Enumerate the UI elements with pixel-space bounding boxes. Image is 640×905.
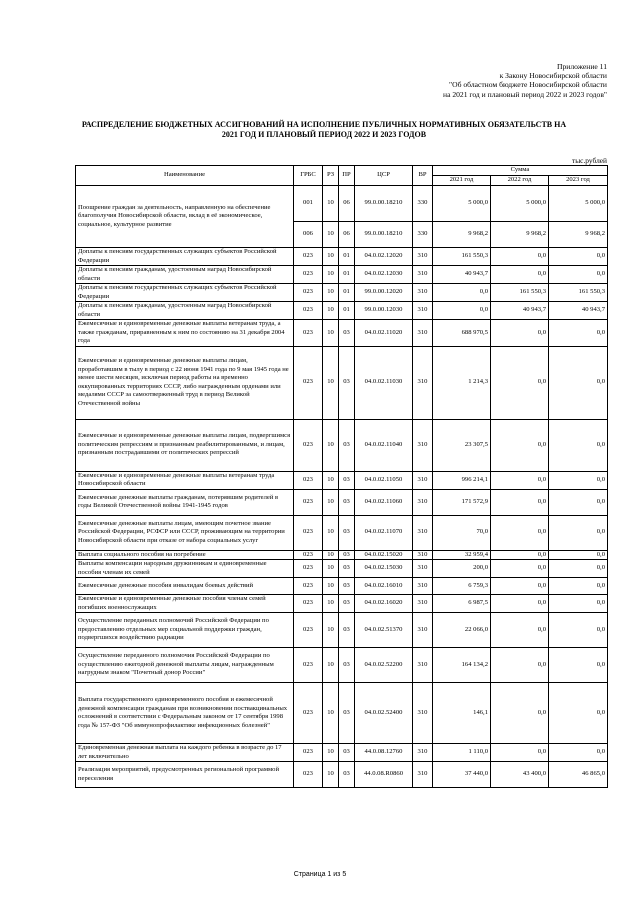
table-cell-csr: 04.0.02.11060: [355, 489, 413, 515]
table-cell-rz: 10: [323, 346, 339, 419]
table-cell-pr: 03: [339, 515, 355, 550]
table-cell-2021: 0,0: [433, 284, 491, 302]
table-row: [76, 346, 608, 419]
table-cell-pr: 03: [339, 744, 355, 762]
table-cell-pr: 03: [339, 419, 355, 471]
table-cell-csr: 04.0.02.16010: [355, 578, 413, 595]
table-cell-name: Выплаты компенсации народным дружинникам и единовременные пособия членам их семей: [76, 560, 294, 578]
table-cell-rz: 10: [323, 578, 339, 595]
table-cell-vr: 310: [413, 595, 433, 613]
header-2022: 2022 год: [491, 176, 549, 186]
table-cell-csr: 44.0.08.R0860: [355, 762, 413, 788]
table-cell-2023: 0,0: [549, 419, 608, 471]
table-cell-grbs: 023: [294, 471, 323, 489]
table-cell-pr: 03: [339, 560, 355, 578]
table-cell-2021: 0,0: [433, 302, 491, 320]
table-row: [76, 744, 608, 762]
table-cell-2021: 37 440,0: [433, 762, 491, 788]
table-cell-2021: 22 066,0: [433, 613, 491, 648]
table-cell-pr: 03: [339, 346, 355, 419]
table-cell-2021: 23 307,5: [433, 419, 491, 471]
table-cell-vr: 330: [413, 222, 433, 248]
table-cell-2023: 0,0: [549, 248, 608, 266]
table-cell-pr: 01: [339, 248, 355, 266]
table-cell-name: Доплаты к пенсиям гражданам, удостоенным наград Новосибирской области: [76, 266, 294, 284]
table-cell-grbs: 023: [294, 648, 323, 683]
table-cell-rz: 10: [323, 302, 339, 320]
table-cell-2021: 70,0: [433, 515, 491, 550]
table-cell-2021: 200,0: [433, 560, 491, 578]
table-row: [76, 648, 608, 683]
table-cell-2021: 161 550,3: [433, 248, 491, 266]
table-cell-2022: 0,0: [491, 419, 549, 471]
table-cell-2021: 6 987,5: [433, 595, 491, 613]
table-cell-grbs: 023: [294, 419, 323, 471]
table-cell-2023: 5 000,0: [549, 186, 608, 222]
table-cell-name: Ежемесячные денежные выплаты гражданам, потерявшим родителей в годы Великой Отечественной войны 1941-1945 годов: [76, 489, 294, 515]
table-row: [76, 471, 608, 489]
title-line: РАСПРЕДЕЛЕНИЕ БЮДЖЕТНЫХ АССИГНОВАНИЙ НА ИСПОЛНЕНИЕ ПУБЛИЧНЫХ НОРМАТИВНЫХ ОБЯЗАТЕЛЬСТВ НА: [81, 120, 567, 129]
table-cell-vr: 310: [413, 346, 433, 419]
table-cell-csr: 99.0.00.12020: [355, 284, 413, 302]
table-cell-rz: 10: [323, 186, 339, 222]
table-cell-rz: 10: [323, 222, 339, 248]
table-cell-csr: 04.0.02.15020: [355, 550, 413, 560]
table-cell-grbs: 023: [294, 744, 323, 762]
table-cell-2021: 40 943,7: [433, 266, 491, 284]
table-cell-2022: 0,0: [491, 578, 549, 595]
table-row: [76, 248, 608, 266]
table-row: [76, 515, 608, 550]
table-cell-vr: 310: [413, 550, 433, 560]
table-body: [76, 186, 608, 788]
table-cell-csr: 04.0.02.16020: [355, 595, 413, 613]
table-cell-pr: 03: [339, 471, 355, 489]
table-cell-vr: 310: [413, 471, 433, 489]
header-rz: РЗ: [323, 166, 339, 186]
table-cell-name: Ежемесячные денежные пособия инвалидам боевых действий: [76, 578, 294, 595]
table-cell-vr: 310: [413, 762, 433, 788]
table-cell-csr: 04.0.02.15030: [355, 560, 413, 578]
table-cell-pr: 06: [339, 186, 355, 222]
table-cell-vr: 310: [413, 489, 433, 515]
table-cell-2021: 5 000,0: [433, 186, 491, 222]
table-cell-grbs: 023: [294, 320, 323, 347]
table-cell-grbs: 023: [294, 284, 323, 302]
header-sum: Сумма: [433, 166, 608, 176]
table-cell-rz: 10: [323, 550, 339, 560]
table-cell-2022: 161 550,3: [491, 284, 549, 302]
header-2023: 2023 год: [549, 176, 608, 186]
table-cell-2023: 0,0: [549, 613, 608, 648]
table-cell-vr: 310: [413, 320, 433, 347]
table-cell-2023: 9 968,2: [549, 222, 608, 248]
document-title: [60, 120, 588, 140]
table-cell-2023: 0,0: [549, 489, 608, 515]
table-cell-2021: 688 970,5: [433, 320, 491, 347]
table-row: [76, 550, 608, 560]
table-cell-name: Ежемесячные и единовременные денежные выплаты ветеранам труда, а также гражданам, приравненным к ним по состоянию на 31 декабря 2004 года: [76, 320, 294, 347]
table-row: [76, 320, 608, 347]
table-cell-grbs: 023: [294, 302, 323, 320]
table-cell-2023: 0,0: [549, 744, 608, 762]
table-cell-csr: 04.0.02.11030: [355, 346, 413, 419]
table-cell-pr: 03: [339, 683, 355, 744]
table-cell-csr: 04.0.02.12030: [355, 266, 413, 284]
table-cell-csr: 04.0.02.11070: [355, 515, 413, 550]
table-cell-pr: 03: [339, 762, 355, 788]
table-cell-name: Реализация мероприятий, предусмотренных региональной программой переселения: [76, 762, 294, 788]
table-cell-grbs: 023: [294, 560, 323, 578]
table-cell-2023: 161 550,3: [549, 284, 608, 302]
table-cell-2023: 0,0: [549, 578, 608, 595]
table-cell-grbs: 023: [294, 550, 323, 560]
table-cell-pr: 01: [339, 266, 355, 284]
table-cell-vr: 310: [413, 302, 433, 320]
table-cell-2023: 0,0: [549, 560, 608, 578]
table-cell-2023: 0,0: [549, 550, 608, 560]
table-cell-2022: 0,0: [491, 595, 549, 613]
table-cell-grbs: 023: [294, 595, 323, 613]
table-cell-2023: 0,0: [549, 683, 608, 744]
table-cell-grbs: 023: [294, 683, 323, 744]
appendix-line: на 2021 год и плановый период 2022 и 2023 годов": [443, 89, 607, 99]
table-cell-grbs: 023: [294, 248, 323, 266]
table-cell-pr: 03: [339, 550, 355, 560]
header-grbs: ГРБС: [294, 166, 323, 186]
table-row: [76, 186, 608, 222]
table-cell-name: Доплаты к пенсиям гражданам, удостоенным наград Новосибирской области: [76, 302, 294, 320]
table-cell-vr: 310: [413, 248, 433, 266]
table-cell-pr: 03: [339, 578, 355, 595]
appendix-line: Приложение 11: [557, 62, 607, 71]
table-cell-csr: 44.0.08.12760: [355, 744, 413, 762]
header-name: Наименование: [76, 166, 294, 186]
table-cell-rz: 10: [323, 560, 339, 578]
table-cell-csr: 04.0.02.52400: [355, 683, 413, 744]
table-cell-name: Осуществление переданного полномочия Российской Федерации по осуществлению ежегодной денежной выплаты лицам, награжденным нагрудным знаком "Почетный донор России": [76, 648, 294, 683]
table-cell-grbs: 001: [294, 186, 323, 222]
table-cell-2021: 1 214,3: [433, 346, 491, 419]
header-csr: ЦСР: [355, 166, 413, 186]
table-cell-csr: 04.0.02.52200: [355, 648, 413, 683]
table-cell-rz: 10: [323, 266, 339, 284]
table-cell-rz: 10: [323, 284, 339, 302]
table-cell-grbs: 023: [294, 578, 323, 595]
table-cell-csr: 04.0.02.11040: [355, 419, 413, 471]
table-cell-2021: 9 968,2: [433, 222, 491, 248]
table-cell-grbs: 006: [294, 222, 323, 248]
table-cell-vr: 310: [413, 648, 433, 683]
table-cell-2023: 0,0: [549, 471, 608, 489]
table-cell-vr: 310: [413, 683, 433, 744]
table-cell-2023: 46 865,0: [549, 762, 608, 788]
table-cell-name: Выплата государственного единовременного пособия и ежемесячной денежной компенсации гражданам при возникновении поствакцинальных осложнений в соответствии с Федеральным законом от 17 сентября 1998 года № 157-ФЗ "Об иммунопрофилактике инфекционных болезней": [76, 683, 294, 744]
title-line: 2021 ГОД И ПЛАНОВЫЙ ПЕРИОД 2022 И 2023 ГОДОВ: [221, 130, 427, 139]
table-cell-2022: 0,0: [491, 266, 549, 284]
table-cell-2023: 0,0: [549, 320, 608, 347]
table-cell-csr: 04.0.02.51370: [355, 613, 413, 648]
table-cell-rz: 10: [323, 419, 339, 471]
table-row: [76, 613, 608, 648]
table-row: [76, 683, 608, 744]
table-cell-name: Ежемесячные и единовременные денежные выплаты лицам, проработавшим в тылу в период с 22 июня 1941 года по 9 мая 1945 года не менее шести месяцев, исключая период работы на временно оккупированных территориях СССР, либо награжденным орденами или медалями СССР за самоотверженный труд в период Великой Отечественной войны: [76, 346, 294, 419]
table-row: [76, 489, 608, 515]
header-2021: 2021 год: [433, 176, 491, 186]
table-cell-2022: 0,0: [491, 683, 549, 744]
table-cell-name: Ежемесячные и единовременные денежные выплаты лицам, подвергшимся политическим репрессиям и признанным реабилитированными, и лицам, признанным пострадавшими от политических репрессий: [76, 419, 294, 471]
table-cell-2022: 0,0: [491, 560, 549, 578]
table-cell-grbs: 023: [294, 266, 323, 284]
table-cell-rz: 10: [323, 471, 339, 489]
table-cell-pr: 03: [339, 489, 355, 515]
table-cell-vr: 310: [413, 578, 433, 595]
table-row: [76, 419, 608, 471]
table-cell-csr: 99.0.00.18210: [355, 222, 413, 248]
budget-table: [75, 165, 608, 788]
table-cell-2022: 43 400,0: [491, 762, 549, 788]
table-cell-vr: 330: [413, 186, 433, 222]
table-cell-2021: 32 959,4: [433, 550, 491, 560]
table-cell-grbs: 023: [294, 515, 323, 550]
table-cell-name: Поощрение граждан за деятельность, направленную на обеспечение благополучия Новосибирской области, вклад в её экономическое, социальное, культурное развитие: [76, 186, 294, 248]
table-cell-rz: 10: [323, 515, 339, 550]
table-cell-2022: 0,0: [491, 744, 549, 762]
table-row: [76, 578, 608, 595]
table-cell-2021: 164 134,2: [433, 648, 491, 683]
table-cell-csr: 99.0.00.18210: [355, 186, 413, 222]
header-vr: ВР: [413, 166, 433, 186]
table-cell-2022: 0,0: [491, 489, 549, 515]
table-cell-vr: 310: [413, 266, 433, 284]
table-cell-2022: 0,0: [491, 550, 549, 560]
table-cell-2022: 0,0: [491, 515, 549, 550]
table-cell-rz: 10: [323, 744, 339, 762]
table-cell-vr: 310: [413, 515, 433, 550]
table-cell-2023: 0,0: [549, 515, 608, 550]
unit-label: тыс.рублей: [571, 156, 607, 165]
table-cell-name: Ежемесячные и единовременные денежные пособия членам семей погибших военнослужащих: [76, 595, 294, 613]
table-cell-vr: 310: [413, 284, 433, 302]
table-cell-rz: 10: [323, 320, 339, 347]
table-cell-name: Ежемесячные денежные выплаты лицам, имеющим почетное звание Российской Федерации, РСФСР или СССР, проживающим на территории Новосибирской области при отказе от набора социальных услуг: [76, 515, 294, 550]
table-cell-2022: 0,0: [491, 346, 549, 419]
table-cell-2023: 0,0: [549, 346, 608, 419]
table-cell-pr: 01: [339, 302, 355, 320]
table-cell-grbs: 023: [294, 762, 323, 788]
table-cell-2022: 0,0: [491, 613, 549, 648]
table-cell-csr: 04.0.02.11020: [355, 320, 413, 347]
table-cell-2022: 40 943,7: [491, 302, 549, 320]
table-cell-grbs: 023: [294, 346, 323, 419]
table-cell-name: Доплаты к пенсиям государственных служащих субъектов Российской Федерации: [76, 248, 294, 266]
table-cell-csr: 99.0.00.12030: [355, 302, 413, 320]
table-cell-csr: 04.0.02.11050: [355, 471, 413, 489]
table-cell-grbs: 023: [294, 613, 323, 648]
table-cell-2021: 996 214,1: [433, 471, 491, 489]
table-cell-2022: 0,0: [491, 648, 549, 683]
table-cell-pr: 03: [339, 595, 355, 613]
table-cell-2021: 1 110,0: [433, 744, 491, 762]
table-row: [76, 302, 608, 320]
table-cell-name: Выплата социального пособия на погребение: [76, 550, 294, 560]
table-cell-name: Ежемесячные и единовременные денежные выплаты ветеранам труда Новосибирской области: [76, 471, 294, 489]
table-row: [76, 595, 608, 613]
table-cell-pr: 06: [339, 222, 355, 248]
table-cell-rz: 10: [323, 613, 339, 648]
table-cell-2023: 0,0: [549, 595, 608, 613]
appendix-block: [307, 62, 607, 99]
table-cell-2023: 0,0: [549, 648, 608, 683]
table-cell-2022: 0,0: [491, 320, 549, 347]
table-cell-pr: 03: [339, 320, 355, 347]
table-cell-rz: 10: [323, 762, 339, 788]
table-cell-rz: 10: [323, 595, 339, 613]
table-cell-rz: 10: [323, 648, 339, 683]
table-cell-2023: 40 943,7: [549, 302, 608, 320]
table-row: [76, 284, 608, 302]
table-cell-2021: 6 759,3: [433, 578, 491, 595]
table-cell-rz: 10: [323, 683, 339, 744]
table-cell-name: Осуществление переданных полномочий Российской Федерации по предоставлению отдельных мер социальной поддержки граждан, подвергшихся воздействию радиации: [76, 613, 294, 648]
table-cell-csr: 04.0.02.12020: [355, 248, 413, 266]
header-pr: ПР: [339, 166, 355, 186]
table-row: [76, 266, 608, 284]
table-cell-2022: 0,0: [491, 248, 549, 266]
table-cell-vr: 310: [413, 744, 433, 762]
table-cell-name: Единовременная денежная выплата на каждого ребенка в возрасте до 17 лет включительно: [76, 744, 294, 762]
table-row: [76, 560, 608, 578]
table-cell-2021: 146,1: [433, 683, 491, 744]
table-cell-pr: 03: [339, 648, 355, 683]
table-cell-rz: 10: [323, 489, 339, 515]
table-cell-name: Доплаты к пенсиям государственных служащих субъектов Российской Федерации: [76, 284, 294, 302]
table-cell-2022: 0,0: [491, 471, 549, 489]
table-cell-2022: 9 968,2: [491, 222, 549, 248]
table-cell-pr: 01: [339, 284, 355, 302]
table-cell-2023: 0,0: [549, 266, 608, 284]
table-cell-rz: 10: [323, 248, 339, 266]
appendix-line: к Закону Новосибирской области: [499, 71, 607, 81]
table-cell-2021: 171 572,9: [433, 489, 491, 515]
table-cell-2022: 5 000,0: [491, 186, 549, 222]
table-cell-pr: 03: [339, 613, 355, 648]
table-row: [76, 762, 608, 788]
table-cell-vr: 310: [413, 613, 433, 648]
table-cell-vr: 310: [413, 419, 433, 471]
appendix-line: "Об областном бюджете Новосибирской области: [449, 80, 607, 90]
table-cell-grbs: 023: [294, 489, 323, 515]
page-footer: Страница 1 из 5: [293, 871, 347, 878]
table-cell-vr: 310: [413, 560, 433, 578]
